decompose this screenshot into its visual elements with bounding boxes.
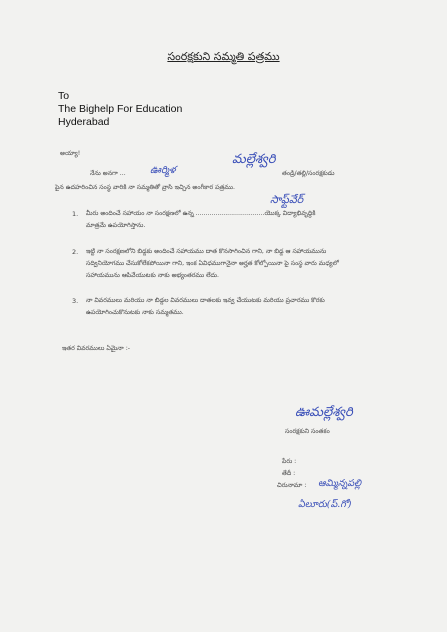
intro-line-1-prefix: నేను అనగా ... [90,170,126,177]
intro-line-2: పైన ఉదహరించిన సంస్థ వారికి నా సమ్మతితో వ్రాసి ఇచ్చిన అంగీకార పత్రము. [55,184,235,191]
handwritten-name: ఊర్మిళ [150,165,176,176]
handwritten-relation: మల్లేశ్వరి [232,152,276,167]
point-3-number: 3. [72,297,79,305]
point-2-line-1: ఇట్టి నా సంరక్షణలోని బిడ్డకు అందించే సహాయము దాత కొనసాగించిన గాని, నా బిడ్డ ఆ సహాయమును [86,248,327,255]
handwritten-course: సాఫ్ట్‌వేర్ [270,193,304,206]
other-details-label: ఇతర వివరములు ఏమైనా :- [62,345,131,352]
address-organization: The Bighelp For Education [58,103,183,115]
address-city: Hyderabad [58,116,110,128]
document-title: సంరక్షకుని సమ్మతి పత్రము [167,50,280,63]
salutation: అయ్యా! [60,150,81,157]
signature-label: సంరక్షకుని సంతకం [285,428,330,435]
point-1-number: 1. [72,210,79,218]
date-label: తేదీ : [282,470,296,477]
point-2-number: 2. [72,248,79,256]
name-label: పేరు : [282,458,297,465]
point-1-line-1: మీరు అందించే సహాయం నా సంరక్షణలో ఉన్న ...................................యొక్క విద్యాభివృద్ధికి [86,210,316,217]
point-2-line-3: సహాయమును ఆపివేయుటకు నాకు అభ్యంతరము లేదు. [86,272,219,279]
point-2-line-2: సద్వినియోగము చేసుకోలేకపోయినా గాని, ఇంక ఏవిధముగానైనా అర్హత కోల్పోయినా పై సంస్థ వారు మధ్యలో [86,260,339,267]
intro-line-1-suffix: తండ్రి/తల్లి/సంరక్షకుడు [282,170,335,177]
address-label: చిరునామా : [277,482,307,489]
address-to: To [58,90,70,102]
point-3-line-1: నా వివరములు మరియు నా బిడ్డల వివరములు దాతలకు ఇవ్వ చేయుటకు మరియు ప్రచారము కొరకు [86,297,325,304]
point-3-line-2: ఉపయోగించుకొనుటకు నాకు సమ్మతము. [86,309,184,316]
point-1-line-2: మాత్రమే ఉపయోగిస్తాను. [86,222,146,229]
handwritten-signature: ఊమల్లేశ్వరి [295,405,353,420]
handwritten-address-line-2: ఏలూరు(ప్.గో) [298,499,352,510]
handwritten-address-line-1: ఆమ్మిన్నపల్లి [318,478,362,489]
